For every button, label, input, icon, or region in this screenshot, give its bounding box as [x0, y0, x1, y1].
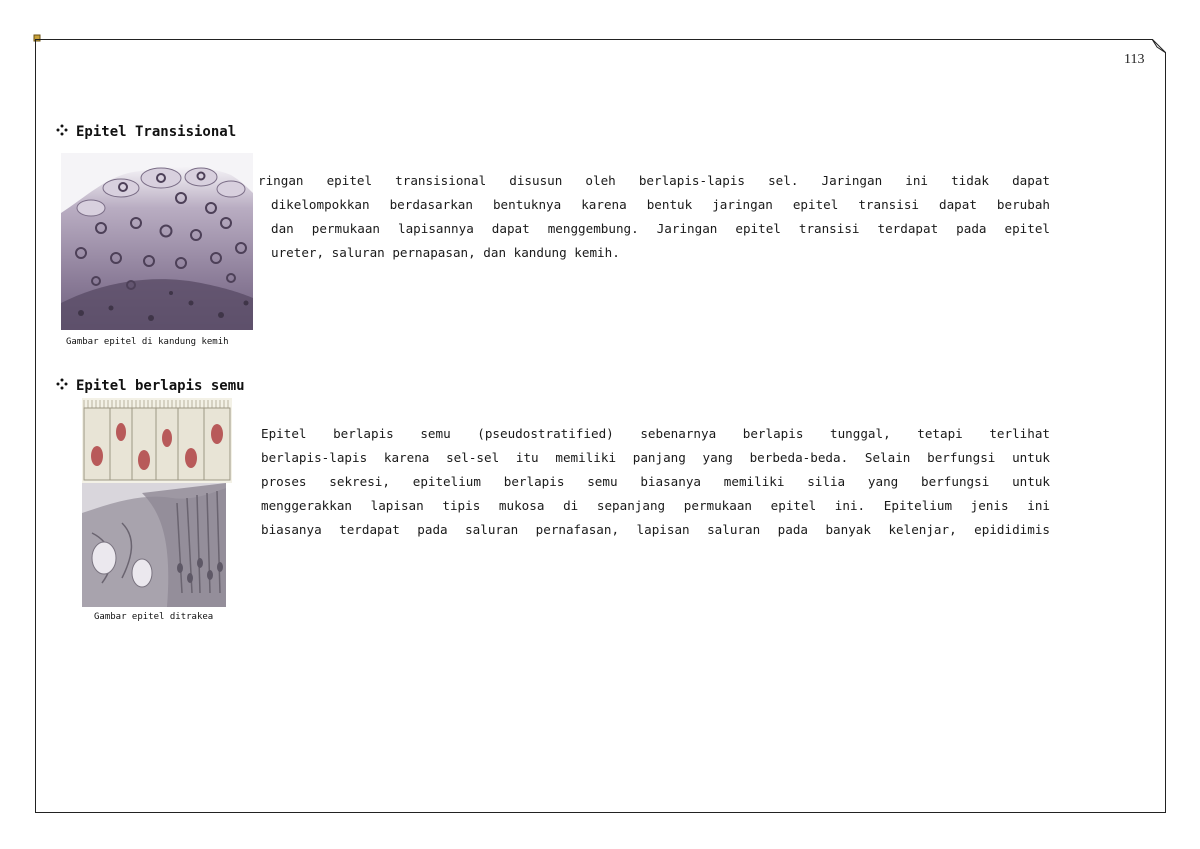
- figure-caption-berlapis-semu: Gambar epitel ditrakea: [94, 612, 214, 622]
- transitional-epithelium-image: [61, 153, 253, 330]
- paragraph-line: berlapis-lapis karena sel-sel itu memiliki panjang yang berbeda-beda. Selain berfungsi untuk: [261, 450, 1050, 465]
- page-number: 113: [1124, 52, 1145, 67]
- page-corner-fold-icon: [1152, 39, 1166, 53]
- paragraph-line: dikelompokkan berdasarkan bentuknya karena bentuk jaringan epitel transisi dapat berubah: [271, 197, 1050, 212]
- section-heading-text: Epitel berlapis semu: [76, 378, 245, 394]
- paragraph-line: menggerakkan lapisan tipis mukosa di sepanjang permukaan epitel ini. Epitelium jenis ini: [261, 498, 1050, 513]
- figure-caption-transisional: Gambar epitel di kandung kemih: [66, 337, 229, 347]
- diamond-dots-bullet-icon: [56, 378, 68, 394]
- paragraph-line: dan permukaan lapisannya dapat menggembung. Jaringan epitel transisi terdapat pada epitel: [271, 221, 1050, 236]
- paragraph-line: ureter, saluran pernapasan, dan kandung kemih.: [271, 245, 620, 260]
- section-heading-transisional: [56, 124, 236, 140]
- paragraph-line: proses sekresi, epitelium berlapis semu biasanya memiliki silia yang berfungsi untuk: [261, 474, 1050, 489]
- paragraph-transisional: [258, 169, 1050, 265]
- pseudostratified-diagram-image: [82, 398, 232, 483]
- section-heading-text: Epitel Transisional: [76, 124, 237, 140]
- paragraph-berlapis-semu: [261, 422, 1050, 542]
- paragraph-line: Epitel berlapis semu (pseudostratified) sebenarnya berlapis tunggal, tetapi terlihat: [261, 426, 1050, 441]
- diamond-dots-bullet-icon: [56, 124, 68, 140]
- trachea-epithelium-image: [82, 483, 226, 607]
- paragraph-line: ringan epitel transisional disusun oleh berlapis-lapis sel. Jaringan ini tidak dapat: [258, 173, 1050, 188]
- section-heading-berlapis-semu: [56, 378, 245, 394]
- paragraph-line: biasanya terdapat pada saluran pernafasan, lapisan saluran pada banyak kelenjar, epididimis: [261, 522, 1050, 537]
